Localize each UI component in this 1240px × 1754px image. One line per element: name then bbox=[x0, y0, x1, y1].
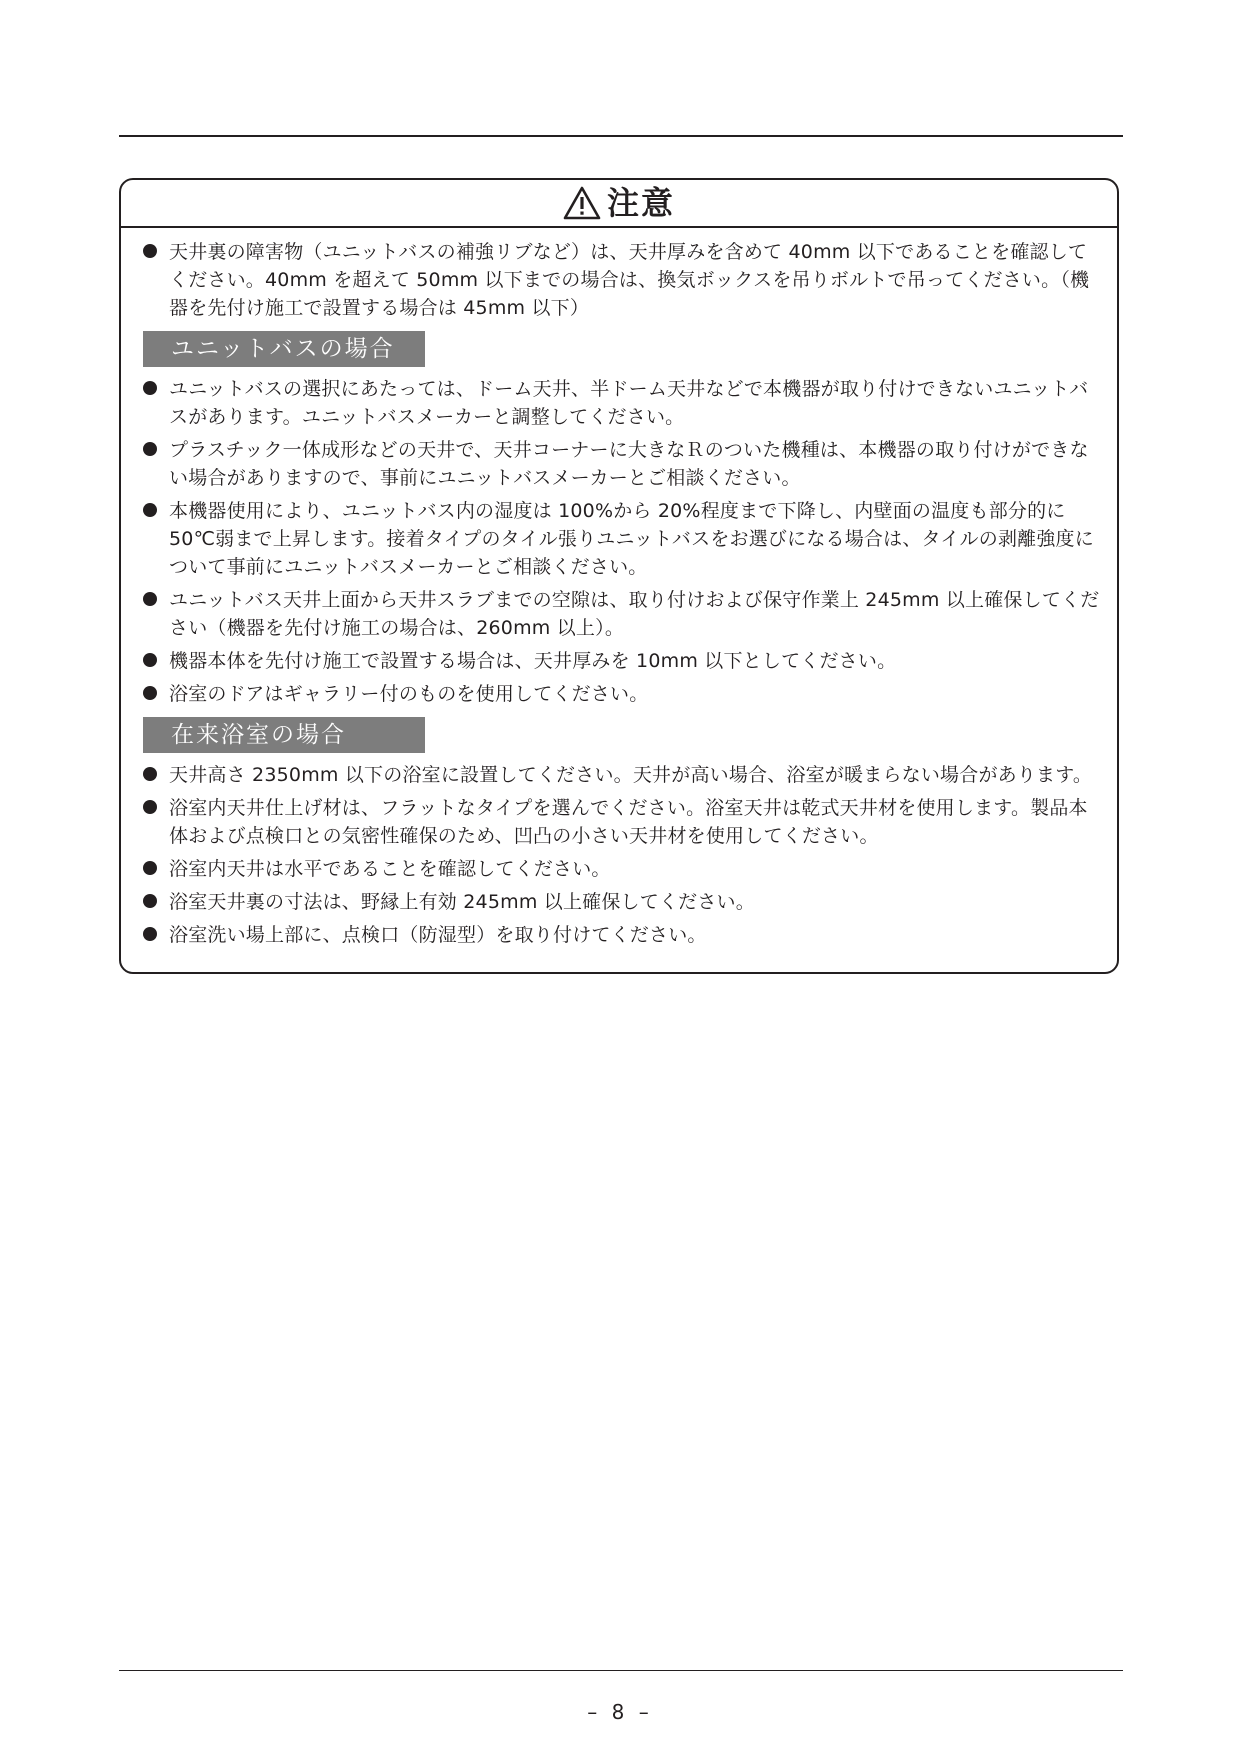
bullet-icon bbox=[143, 686, 157, 700]
bottom-rule bbox=[119, 1670, 1123, 1671]
list-item bbox=[143, 761, 1101, 789]
top-rule bbox=[119, 135, 1123, 137]
list-item-text: 本機器使用により、ユニットバス内の湿度は 100%から 20%程度まで下降し、内壁面の温度も部分的に 50℃弱まで上昇します。接着タイプのタイル張りユニットバスをお選びになる場合は、タイルの剥離強度について事前にユニットバスメーカーとご相談ください。 bbox=[169, 500, 1094, 578]
bullet-icon bbox=[143, 800, 157, 814]
bullet-icon bbox=[143, 503, 157, 517]
caution-title: 注意 bbox=[606, 184, 675, 222]
list-item-text: 浴室天井裏の寸法は、野縁上有効 245mm 以上確保してください。 bbox=[169, 891, 755, 913]
list-item-text: 浴室内天井は水平であることを確認してください。 bbox=[169, 858, 611, 880]
page-number: – 8 – bbox=[587, 1700, 653, 1724]
list-item-text: プラスチック一体成形などの天井で、天井コーナーに大きなＲのついた機種は、本機器の取り付けができない場合がありますので、事前にユニットバスメーカーとご相談ください。 bbox=[169, 439, 1089, 489]
list-item-text: ユニットバスの選択にあたっては、ドーム天井、半ドーム天井などで本機器が取り付けできないユニットバスがあります。ユニットバスメーカーと調整してください。 bbox=[169, 378, 1089, 428]
caution-box bbox=[119, 178, 1119, 974]
bullet-icon bbox=[143, 381, 157, 395]
list-item bbox=[143, 680, 1101, 708]
section-heading-unit-bath: ユニットバスの場合 bbox=[143, 331, 425, 367]
bullet-icon bbox=[143, 894, 157, 908]
list-item-text: ユニットバス天井上面から天井スラブまでの空隙は、取り付けおよび保守作業上 245mm 以上確保してください（機器を先付け施工の場合は、260mm 以上）。 bbox=[169, 589, 1100, 639]
list-item-text: 浴室洗い場上部に、点検口（防湿型）を取り付けてください。 bbox=[169, 924, 707, 946]
unit-bath-list bbox=[143, 375, 1101, 708]
conventional-bath-list bbox=[143, 761, 1101, 949]
list-item bbox=[143, 238, 1101, 322]
list-item-text: 浴室内天井仕上げ材は、フラットなタイプを選んでください。浴室天井は乾式天井材を使用します。製品本体および点検口との気密性確保のため、凹凸の小さい天井材を使用してください。 bbox=[169, 797, 1088, 847]
bullet-icon bbox=[143, 592, 157, 606]
list-item bbox=[143, 375, 1101, 431]
bullet-icon bbox=[143, 927, 157, 941]
bullet-icon bbox=[143, 861, 157, 875]
list-item bbox=[143, 586, 1101, 642]
list-item-text: 天井高さ 2350mm 以下の浴室に設置してください。天井が高い場合、浴室が暖まらない場合があります。 bbox=[169, 764, 1093, 786]
list-item-text: 天井裏の障害物（ユニットバスの補強リブなど）は、天井厚みを含めて 40mm 以下であることを確認してください。40mm を超えて 50mm 以下までの場合は、換気ボックスを吊りボルトで吊ってください。（機器を先付け施工で設置する場合は 45mm 以下） bbox=[169, 241, 1090, 319]
list-item bbox=[143, 888, 1101, 916]
list-item bbox=[143, 436, 1101, 492]
list-item bbox=[143, 647, 1101, 675]
list-item bbox=[143, 794, 1101, 850]
caution-header bbox=[121, 180, 1117, 228]
bullet-icon bbox=[143, 244, 157, 258]
bullet-icon bbox=[143, 767, 157, 781]
warning-triangle-icon bbox=[563, 186, 601, 220]
list-item-text: 浴室のドアはギャラリー付のものを使用してください。 bbox=[169, 683, 649, 705]
section-heading-conventional-bath: 在来浴室の場合 bbox=[143, 717, 425, 753]
list-item bbox=[143, 855, 1101, 883]
list-item bbox=[143, 921, 1101, 949]
bullet-icon bbox=[143, 442, 157, 456]
list-item-text: 機器本体を先付け施工で設置する場合は、天井厚みを 10mm 以下としてください。 bbox=[169, 650, 897, 672]
list-item bbox=[143, 497, 1101, 581]
intro-list bbox=[143, 238, 1101, 322]
caution-body bbox=[121, 228, 1117, 949]
bullet-icon bbox=[143, 653, 157, 667]
